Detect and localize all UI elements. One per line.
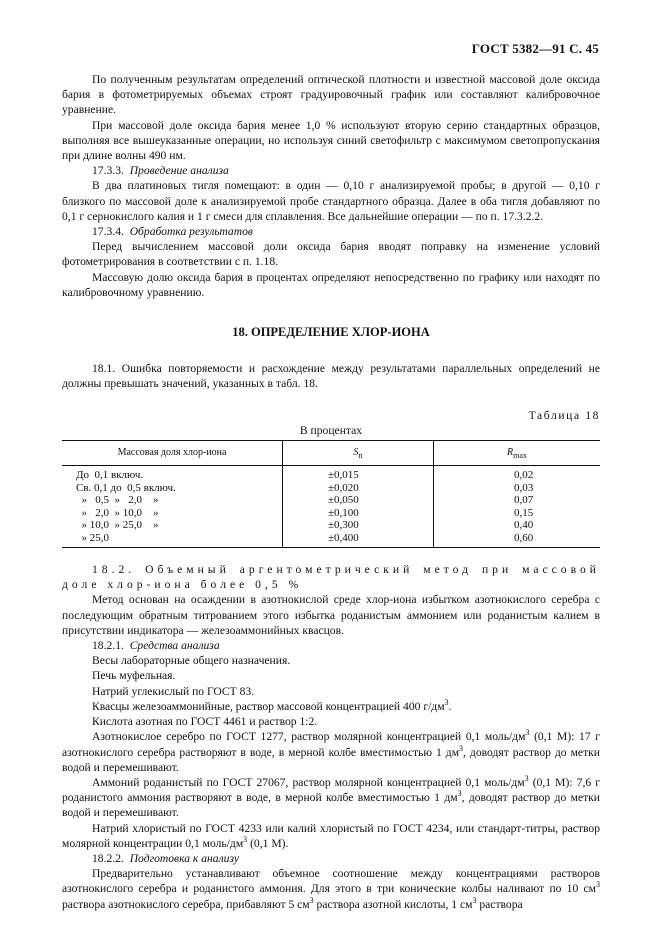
paragraph: Перед вычислением массовой доли оксида бария вводят поправку на изменение условий фотометрирования в соответствии с п. 1.18. bbox=[62, 240, 600, 269]
paragraph: При массовой доле оксида бария менее 1,0 % используют вторую серию стандартных образцов, выполняя все вышеуказанные операции, но используя синий светофильтр с максимумом светопропускания при длине волны 490 нм. bbox=[62, 118, 600, 163]
table-row bbox=[62, 519, 600, 532]
paragraph: В два платиновых тигля помещают: в один — 0,10 г анализируемой пробы; в другой — 0,10 г близкого по массовой доле к анализируемой пробе стандартного образца. Далее в оба тигля добавляют по 0,1 г сернокислого калия и 1 г смеси для сплавления. Все дальнейшие операции — по п. 17.3.2.2. bbox=[62, 179, 600, 223]
superscript: 3 bbox=[525, 728, 530, 738]
cell-sn: ±0,400 bbox=[283, 532, 434, 548]
table-label: Таблица 18 bbox=[528, 408, 600, 422]
subsection-title: Обработка результатов bbox=[129, 225, 253, 239]
subsection-number: 18.2.1. bbox=[92, 639, 124, 653]
subsection-heading bbox=[62, 163, 600, 178]
superscript: 3 bbox=[444, 698, 449, 708]
cell-range: До 0,1 включ. bbox=[76, 469, 144, 482]
list-item bbox=[62, 821, 600, 851]
paragraph: 18.1. Ошибка повторяемости и расхождение между результатами параллельных определений не должны превышать значений, указанных в табл. 18. bbox=[62, 362, 600, 391]
cell-sn: ±0,100 bbox=[283, 507, 434, 520]
subsection-number: 17.3.3. bbox=[92, 164, 124, 178]
column-header-fraction: Массовая доля хлор-иона bbox=[62, 441, 283, 466]
table-header-row bbox=[62, 441, 600, 466]
cell-range: » 2,0 » 10,0 » bbox=[76, 506, 159, 519]
table-row bbox=[62, 466, 600, 482]
cell-sn: ±0,300 bbox=[283, 519, 434, 532]
prep-text-c: раствора азотной кислоты, 1 см bbox=[313, 897, 473, 911]
superscript: 3 bbox=[459, 743, 464, 753]
sn-subscript: п bbox=[358, 450, 363, 460]
column-header-sn bbox=[283, 441, 434, 466]
list-item bbox=[62, 729, 600, 775]
superscript: 3 bbox=[457, 789, 462, 799]
list-item: Натрий углекислый по ГОСТ 83. bbox=[92, 684, 255, 698]
table-row bbox=[62, 507, 600, 520]
superscript: 3 bbox=[472, 895, 477, 905]
cell-rmax: 0,02 bbox=[434, 466, 601, 482]
ammon-text-a: Аммоний роданистый по ГОСТ 27067, раствор молярной концентрацией 0,1 моль/дм bbox=[92, 775, 525, 789]
list-item bbox=[62, 699, 600, 714]
list-item: Весы лабораторные общего назначения. bbox=[92, 654, 291, 668]
superscript: 3 bbox=[524, 774, 529, 784]
method-heading: 18.2. Объемный аргентометрический метод при массовой доле хлор-иона более 0,5 % bbox=[62, 563, 600, 592]
table-row bbox=[62, 482, 600, 495]
cell-rmax: 0,15 bbox=[434, 507, 601, 520]
subsection-number: 17.3.4. bbox=[92, 225, 124, 239]
subsection-heading bbox=[62, 851, 600, 866]
sodium-text-b: (0,1 М). bbox=[247, 836, 289, 850]
page-header: ГОСТ 5382—91 С. 45 bbox=[471, 41, 599, 56]
sn-symbol: S bbox=[353, 446, 359, 458]
list-item bbox=[62, 775, 600, 821]
subsection-heading bbox=[62, 638, 600, 653]
paragraph: Массовую долю оксида бария в процентах определяют непосредственно по графику или находят по калибровочному уравнению. bbox=[62, 270, 600, 299]
subsection-title: Средства анализа bbox=[129, 639, 220, 653]
cell-rmax: 0,03 bbox=[434, 482, 601, 495]
ammon-text-c: , доводят раствор до метки водой и перемешивают. bbox=[62, 791, 600, 820]
table-row bbox=[62, 494, 600, 507]
paragraph: Метод основан на осаждении в азотнокислой среде хлор-иона избытком азотнокислого серебра с последующим обратным титрованием этого избытка роданистым аммонием или роданистым калием в присутствии индикатора — железоаммонийных квасцов. bbox=[62, 593, 600, 637]
subsection-title: Проведение анализа bbox=[129, 164, 229, 178]
tolerance-table bbox=[62, 440, 600, 548]
prep-text-b: раствора азотнокислого серебра, прибавляют 5 см bbox=[62, 897, 310, 911]
superscript: 3 bbox=[309, 895, 314, 905]
section-title: 18. ОПРЕДЕЛЕНИЕ ХЛОР-ИОНА bbox=[232, 325, 430, 340]
superscript: 3 bbox=[243, 834, 248, 844]
page-body bbox=[62, 72, 600, 912]
table-row bbox=[62, 532, 600, 548]
paragraph: По полученным результатам определений оптической плотности и известной массовой доле оксида бария в фотометрируемых объемах строят градуировочный график или составляют калибровочное уравнение. bbox=[62, 73, 600, 117]
silver-text-b: (0,1 М): 17 г азотнокислого серебра растворяют в воде, в мерной колбе вместимостью 1 дм bbox=[62, 730, 601, 759]
cell-rmax: 0,40 bbox=[434, 519, 601, 532]
cell-range: » 0,5 » 2,0 » bbox=[76, 494, 159, 507]
list-item: Кислота азотная по ГОСТ 4461 и раствор 1:2. bbox=[92, 715, 318, 729]
table-caption: В процентах bbox=[299, 423, 363, 437]
paragraph bbox=[62, 866, 600, 912]
rmax-subscript: max bbox=[513, 450, 527, 460]
subsection-heading bbox=[62, 224, 600, 239]
cell-range: Св. 0,1 до 0,5 включ. bbox=[76, 481, 176, 494]
prep-text-a: Предварительно устанавливают объемное соотношение между концентрациями растворов азотнокислого серебра и роданистого аммония. Для этого в три конические колбы наливают по 10 см bbox=[62, 867, 600, 896]
list-item: Печь муфельная. bbox=[92, 669, 176, 683]
cell-range: » 10,0 » 25,0 » bbox=[76, 519, 159, 532]
kvascy-text: Квасцы железоаммонийные, раствор массовой концентрацией 400 г/дм bbox=[92, 699, 445, 713]
cell-rmax: 0,60 bbox=[434, 532, 601, 548]
sodium-text-a: Натрий хлористый по ГОСТ 4233 или калий хлористый по ГОСТ 4234, или стандарт-титры, раствор молярной концентрации 0,1 моль/дм bbox=[62, 821, 600, 850]
cell-sn: ±0,015 bbox=[283, 466, 434, 482]
ammon-text-b: (0,1 М): 7,6 г роданистого аммония растворяют в воде, в мерной колбе вместимостью 1 дм bbox=[62, 775, 600, 805]
silver-text-a: Азотнокислое серебро по ГОСТ 1277, раствор молярной концентрацией 0,1 моль/дм bbox=[92, 730, 526, 744]
kvascy-tail: . bbox=[448, 699, 452, 713]
rmax-symbol: R bbox=[507, 446, 514, 458]
subsection-title: Подготовка к анализу bbox=[129, 851, 240, 865]
prep-text-d: раствора bbox=[476, 897, 523, 911]
cell-sn: ±0,020 bbox=[283, 482, 434, 495]
cell-sn: ±0,050 bbox=[283, 494, 434, 507]
cell-range: » 25,0 bbox=[62, 532, 283, 548]
cell-rmax: 0,07 bbox=[434, 494, 601, 507]
superscript: 3 bbox=[596, 880, 600, 890]
silver-text-c: , доводят раствор до метки водой и перемешивают. bbox=[62, 745, 600, 774]
column-header-rmax bbox=[434, 441, 601, 466]
subsection-number: 18.2.2. bbox=[92, 851, 124, 865]
